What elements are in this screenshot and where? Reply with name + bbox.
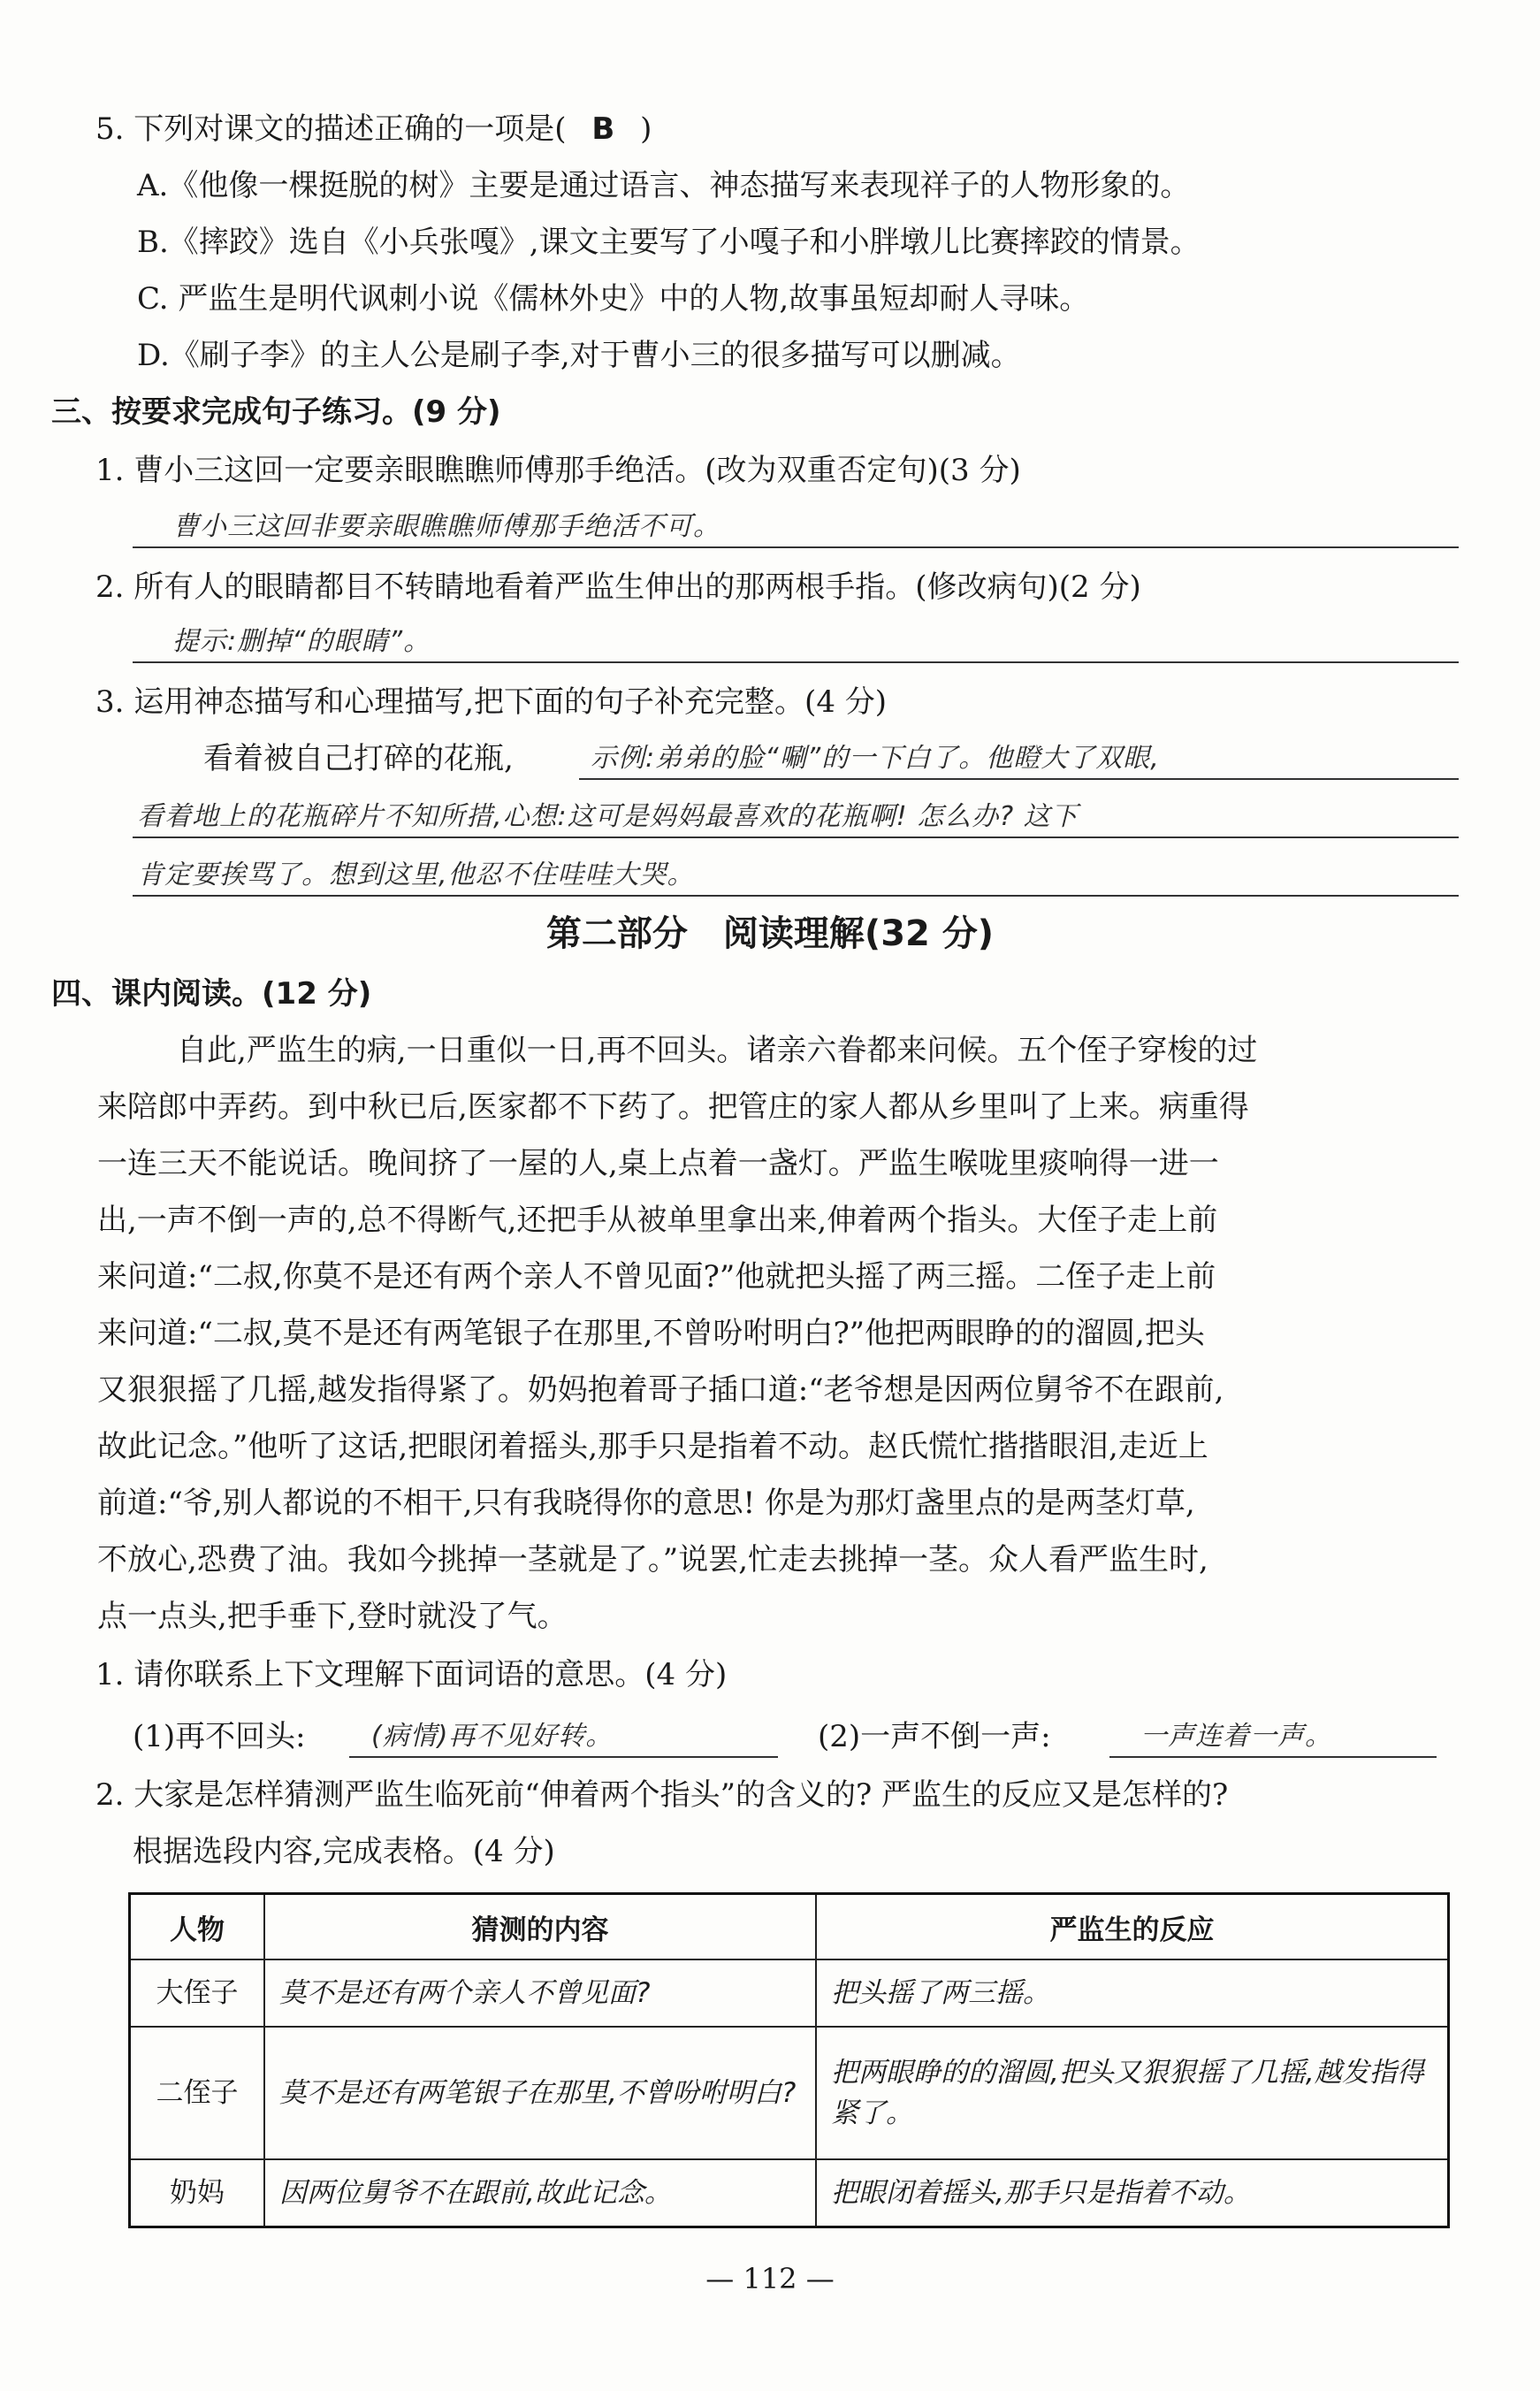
s3-q3-rule1 [579, 778, 1459, 780]
s4-q1-stem: 1. 请你联系上下文理解下面词语的意思。(4 分) [95, 1657, 728, 1692]
s4-q1-p1-rule [349, 1756, 778, 1758]
table-cell-reaction: 把头摇了两三摇。 [816, 1959, 1449, 2027]
table-cell-guess: 因两位舅爷不在跟前,故此记念。 [264, 2159, 816, 2227]
q5-stem [95, 108, 652, 150]
q5-stem-text: 5. 下列对课文的描述正确的一项是( [95, 111, 567, 147]
passage-line-10: 不放心,恐费了油。我如今挑掉一茎就是了。”说罢,忙走去挑掉一茎。众人看严监生时, [97, 1542, 1208, 1577]
table-cell-guess: 莫不是还有两笔银子在那里,不曾吩咐明白? [264, 2027, 816, 2159]
s4-q1-p1-answer: (病情)再不见好转。 [371, 1721, 614, 1752]
s3-q3-lead: 看着被自己打碎的花瓶, [203, 741, 514, 776]
s3-q1-stem: 1. 曹小三这回一定要亲眼瞧瞧师傅那手绝活。(改为双重否定句)(3 分) [95, 453, 1021, 488]
table-header-guess: 猜测的内容 [264, 1894, 816, 1960]
passage-line-5: 来问道:“二叔,你莫不是还有两个亲人不曾见面?”他就把头摇了两三摇。二侄子走上前 [97, 1259, 1216, 1295]
part2-title: 第二部分 阅读理解(32 分) [545, 913, 995, 954]
s4-q2-stem-line2: 根据选段内容,完成表格。(4 分) [133, 1834, 555, 1869]
s4-q1-p2-answer: 一声连着一声。 [1140, 1721, 1332, 1752]
section3-title: 三、按要求完成句子练习。(9 分) [51, 394, 501, 430]
table-row [130, 2027, 1449, 2159]
passage-line-2: 来陪郎中弄药。到中秋已后,医家都不下药了。把管庄的家人都从乡里叫了上来。病重得 [97, 1089, 1249, 1125]
table-header-row [130, 1894, 1449, 1960]
table-row [130, 2159, 1449, 2227]
passage-line-4: 出,一声不倒一声的,总不得断气,还把手从被单里拿出来,伸着两个指头。大侄子走上前 [97, 1203, 1218, 1238]
table-cell-person: 奶妈 [130, 2159, 265, 2227]
s4-q1-p1-label: (1)再不回头: [133, 1719, 306, 1754]
table-cell-reaction: 把两眼睁的的溜圆,把头又狠狠摇了几摇,越发指得紧了。 [816, 2027, 1449, 2159]
passage-line-7: 又狠狠摇了几摇,越发指得紧了。奶妈抱着哥子插口道:“老爷想是因两位舅爷不在跟前, [97, 1372, 1224, 1408]
q5-answer: B [591, 111, 615, 147]
s3-q2-answer-line [133, 661, 1459, 663]
table-cell-person: 大侄子 [130, 1959, 265, 2027]
q5-option-b: B.《摔跤》选自《小兵张嘎》,课文主要写了小嘎子和小胖墩儿比赛摔跤的情景。 [137, 225, 1201, 260]
passage-line-3: 一连三天不能说话。晚间挤了一屋的人,桌上点着一盏灯。严监生喉咙里痰响得一进一 [97, 1146, 1219, 1181]
q5-option-c: C. 严监生是明代讽刺小说《儒林外史》中的人物,故事虽短却耐人寻味。 [137, 281, 1090, 317]
passage-line-1: 自此,严监生的病,一日重似一日,再不回头。诸亲六眷都来问候。五个侄子穿梭的过 [177, 1033, 1258, 1068]
passage-line-6: 来问道:“二叔,莫不是还有两笔银子在那里,不曾吩咐明白?”他把两眼睁的的溜圆,把头 [97, 1316, 1205, 1351]
passage-line-8: 故此记念。”他听了这话,把眼闭着摇头,那手只是指着不动。赵氏慌忙揩揩眼泪,走近上 [97, 1429, 1208, 1464]
table-header-person: 人物 [130, 1894, 265, 1960]
s3-q2-answer: 提示:删掉“的眼睛”。 [172, 626, 431, 657]
s3-q1-answer-line [133, 546, 1459, 548]
s3-q1-answer: 曹小三这回非要亲眼瞧瞧师傅那手绝活不可。 [172, 511, 720, 542]
table-cell-guess: 莫不是还有两个亲人不曾见面? [264, 1959, 816, 2027]
page-number: — 112 — [705, 2262, 835, 2296]
s3-q3-rule2 [133, 836, 1459, 838]
s4-q1-p2-label: (2)一声不倒一声: [818, 1719, 1051, 1754]
table-cell-person: 二侄子 [130, 2027, 265, 2159]
table-header-reaction: 严监生的反应 [816, 1894, 1449, 1960]
q5-option-a: A.《他像一棵挺脱的树》主要是通过语言、神态描写来表现祥子的人物形象的。 [137, 168, 1191, 203]
table-cell-reaction: 把眼闭着摇头,那手只是指着不动。 [816, 2159, 1449, 2227]
s3-q3-answer-line2: 看着地上的花瓶碎片不知所措,心想:这可是妈妈最喜欢的花瓶啊! 怎么办? 这下 [137, 801, 1079, 832]
table-row [130, 1959, 1449, 2027]
s3-q3-answer-line3: 肯定要挨骂了。想到这里,他忍不住哇哇大哭。 [137, 859, 695, 890]
section4-title: 四、课内阅读。(12 分) [51, 976, 372, 1012]
s3-q2-stem: 2. 所有人的眼睛都目不转睛地看着严监生伸出的那两根手指。(修改病句)(2 分) [95, 569, 1141, 605]
s4-q1-p2-rule [1109, 1756, 1437, 1758]
s3-q3-rule3 [133, 895, 1459, 897]
s3-q3-answer-line1: 示例:弟弟的脸“唰”的一下白了。他瞪大了双眼, [591, 743, 1160, 774]
s3-q3-stem: 3. 运用神态描写和心理描写,把下面的句子补充完整。(4 分) [95, 684, 888, 720]
answer-table [128, 1892, 1450, 2228]
q5-close-paren: ) [640, 111, 652, 147]
q5-option-d: D.《刷子李》的主人公是刷子李,对于曹小三的很多描写可以删减。 [137, 338, 1021, 373]
s4-q2-stem-line1: 2. 大家是怎样猜测严监生临死前“伸着两个指头”的含义的? 严监生的反应又是怎样的? [95, 1777, 1229, 1813]
passage-line-9: 前道:“爷,别人都说的不相干,只有我晓得你的意思! 你是为那灯盏里点的是两茎灯草, [97, 1486, 1195, 1521]
passage-line-11: 点一点头,把手垂下,登时就没了气。 [97, 1599, 568, 1634]
